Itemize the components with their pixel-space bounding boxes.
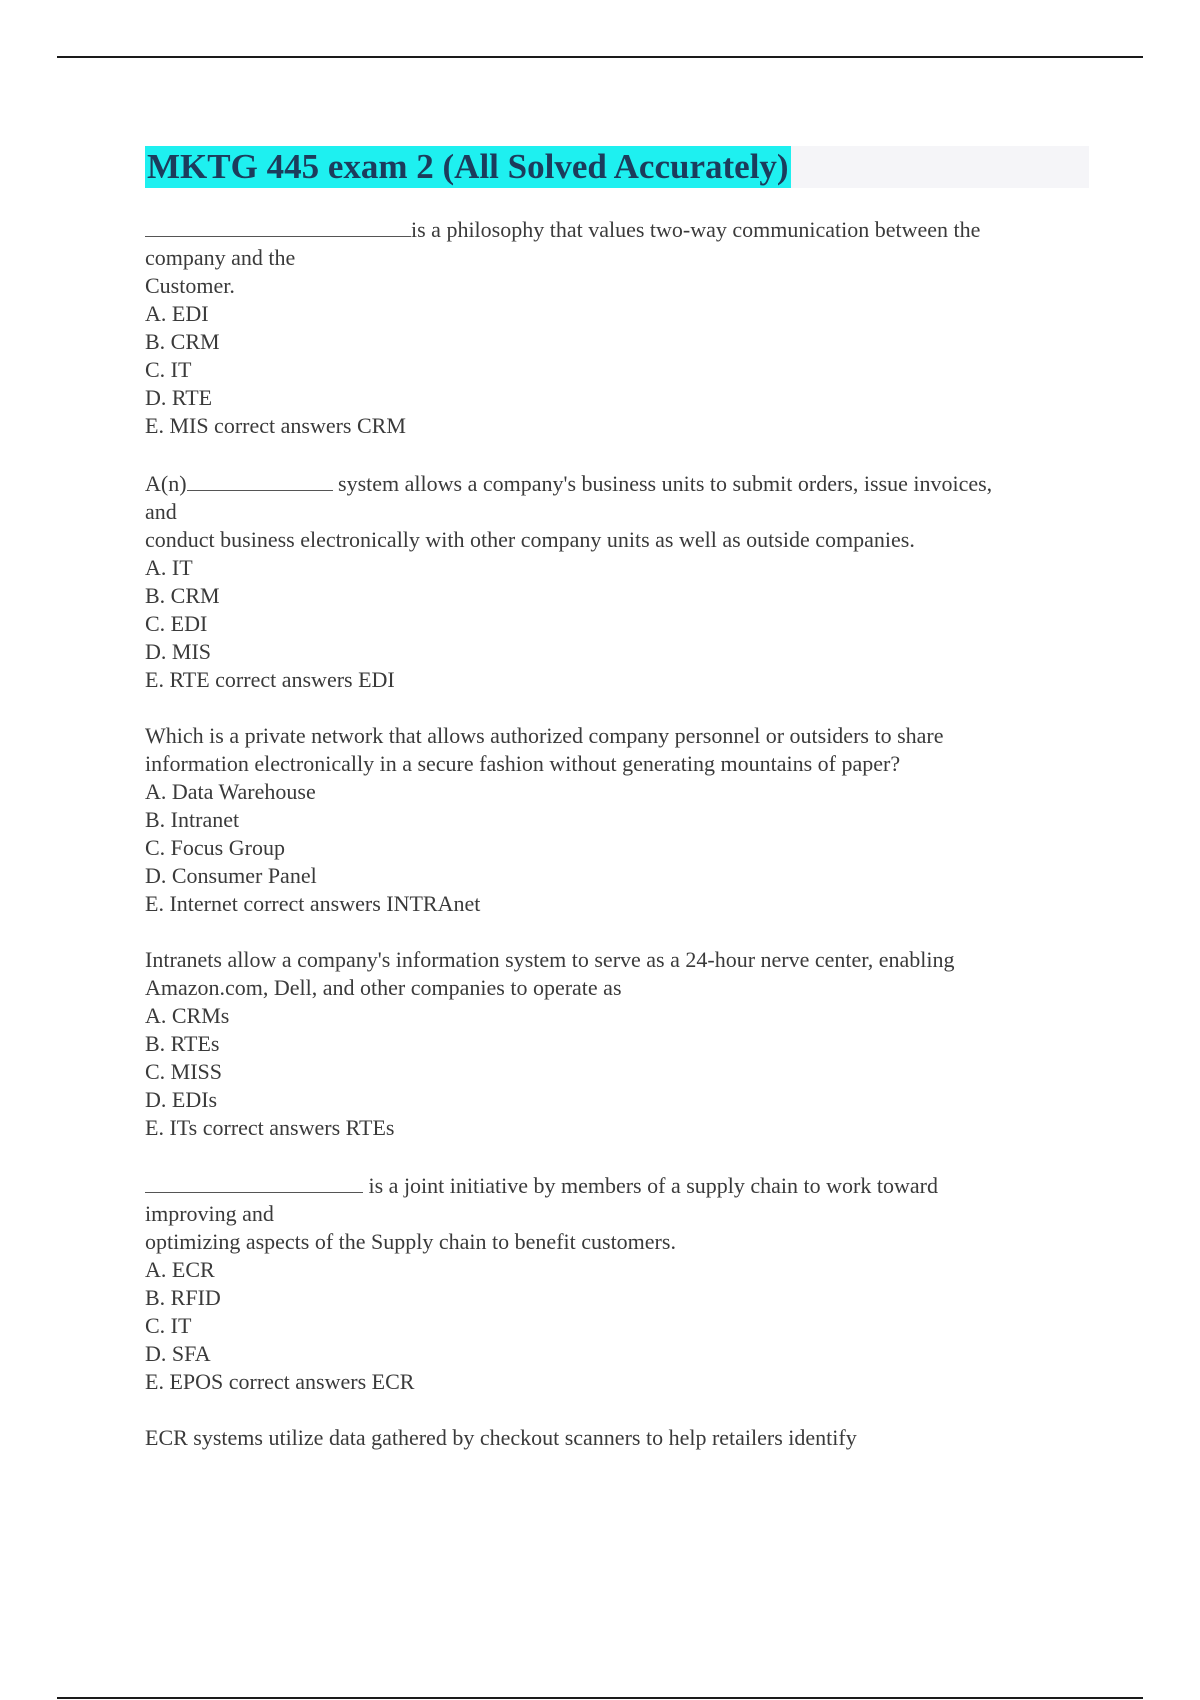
option: D. EDIs <box>145 1087 218 1112</box>
option-with-answer: E. Internet correct answers INTRAnet <box>145 891 481 916</box>
question-1-line-1: is a philosophy that values two-way communication between the <box>145 214 1105 244</box>
option: B. Intranet <box>145 807 240 832</box>
option: B. CRM <box>145 583 220 608</box>
question-1 <box>145 214 1105 440</box>
question-2-line-2: and <box>145 499 177 524</box>
question-4-line-2: Amazon.com, Dell, and other companies to operate as <box>145 975 622 1000</box>
option-with-answer: E. ITs correct answers RTEs <box>145 1115 395 1140</box>
option: A. CRMs <box>145 1003 230 1028</box>
question-5-line-1: is a joint initiative by members of a supply chain to work toward <box>145 1170 1105 1200</box>
question-2-line-1: A(n) system allows a company's business units to submit orders, issue invoices, <box>145 468 1105 498</box>
option: C. EDI <box>145 611 208 636</box>
option-with-answer: E. RTE correct answers EDI <box>145 667 395 692</box>
question-4 <box>145 946 1105 1142</box>
option: C. MISS <box>145 1059 223 1084</box>
option: C. IT <box>145 1313 192 1338</box>
option-with-answer: E. EPOS correct answers ECR <box>145 1369 415 1394</box>
option-with-answer: E. MIS correct answers CRM <box>145 413 406 438</box>
question-6 <box>145 1424 1105 1452</box>
option: B. CRM <box>145 329 220 354</box>
footer-rule <box>57 1697 1143 1699</box>
option: B. RTEs <box>145 1031 220 1056</box>
option: C. IT <box>145 357 192 382</box>
document-title: MKTG 445 exam 2 (All Solved Accurately) <box>147 147 789 186</box>
question-5-line-2: improving and <box>145 1201 274 1226</box>
document-body <box>145 214 1105 1480</box>
question-5 <box>145 1170 1105 1396</box>
question-5-line-3: optimizing aspects of the Supply chain to benefit customers. <box>145 1229 676 1254</box>
answer-blank <box>187 468 333 491</box>
option: A. IT <box>145 555 193 580</box>
question-4-line-1: Intranets allow a company's information system to serve as a 24-hour nerve center, enabling <box>145 947 955 972</box>
question-3-line-2: information electronically in a secure fashion without generating mountains of paper? <box>145 751 901 776</box>
option: C. Focus Group <box>145 835 285 860</box>
header-rule <box>57 56 1143 58</box>
option: A. ECR <box>145 1257 215 1282</box>
question-3-line-1: Which is a private network that allows authorized company personnel or outsiders to share <box>145 723 944 748</box>
option: A. EDI <box>145 301 209 326</box>
option: D. SFA <box>145 1341 211 1366</box>
option: B. RFID <box>145 1285 221 1310</box>
question-6-line-1: ECR systems utilize data gathered by checkout scanners to help retailers identify <box>145 1425 857 1450</box>
option: D. Consumer Panel <box>145 863 317 888</box>
option: A. Data Warehouse <box>145 779 316 804</box>
option: D. RTE <box>145 385 213 410</box>
question-2-line-3: conduct business electronically with other company units as well as outside companies. <box>145 527 915 552</box>
option: D. MIS <box>145 639 212 664</box>
question-1-line-2: company and the <box>145 245 296 270</box>
question-1-line-3: Customer. <box>145 273 235 298</box>
question-3 <box>145 722 1105 918</box>
question-2 <box>145 468 1105 694</box>
answer-blank <box>145 1170 363 1193</box>
answer-blank <box>145 214 411 237</box>
